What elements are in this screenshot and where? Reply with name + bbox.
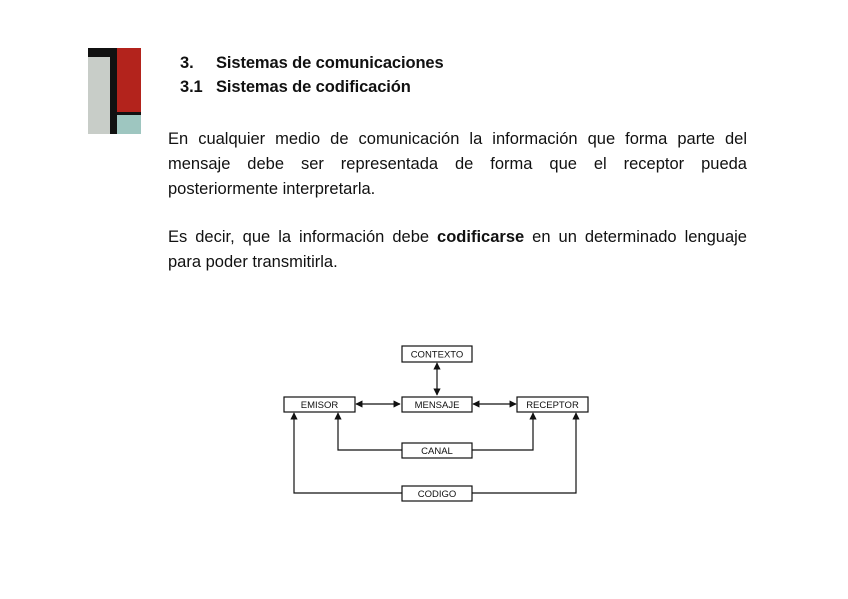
paragraph-2-start: Es decir, que la información debe — [168, 228, 438, 246]
arrow-codigo-receptor — [472, 413, 576, 493]
arrow-canal-receptor — [472, 413, 533, 450]
paragraph-2-bold: codificarse — [437, 228, 525, 246]
label-receptor: RECEPTOR — [526, 400, 579, 411]
label-codigo: CODIGO — [417, 489, 457, 500]
subsection-number: 3.1 — [180, 78, 203, 96]
paragraph-1: En cualquier medio de comunicación la información que forma parte del mensaje debe ser representada de forma que el receptor pueda posteriormente interpretarla. — [168, 130, 747, 198]
label-contexto: CONTEXTO — [410, 349, 464, 361]
label-emisor: EMISOR — [300, 400, 339, 411]
section-title: Sistemas de comunicaciones — [216, 54, 444, 72]
label-canal: CANAL — [421, 446, 453, 457]
arrow-canal-emisor — [338, 413, 402, 450]
paragraph-2-end: en un determinado lenguaje para poder transmitirla. — [168, 228, 747, 271]
subsection-title: Sistemas de codificación — [216, 78, 411, 96]
section-number: 3. — [180, 54, 194, 72]
label-mensaje: MENSAJE — [414, 400, 460, 411]
arrow-codigo-emisor — [294, 413, 402, 493]
